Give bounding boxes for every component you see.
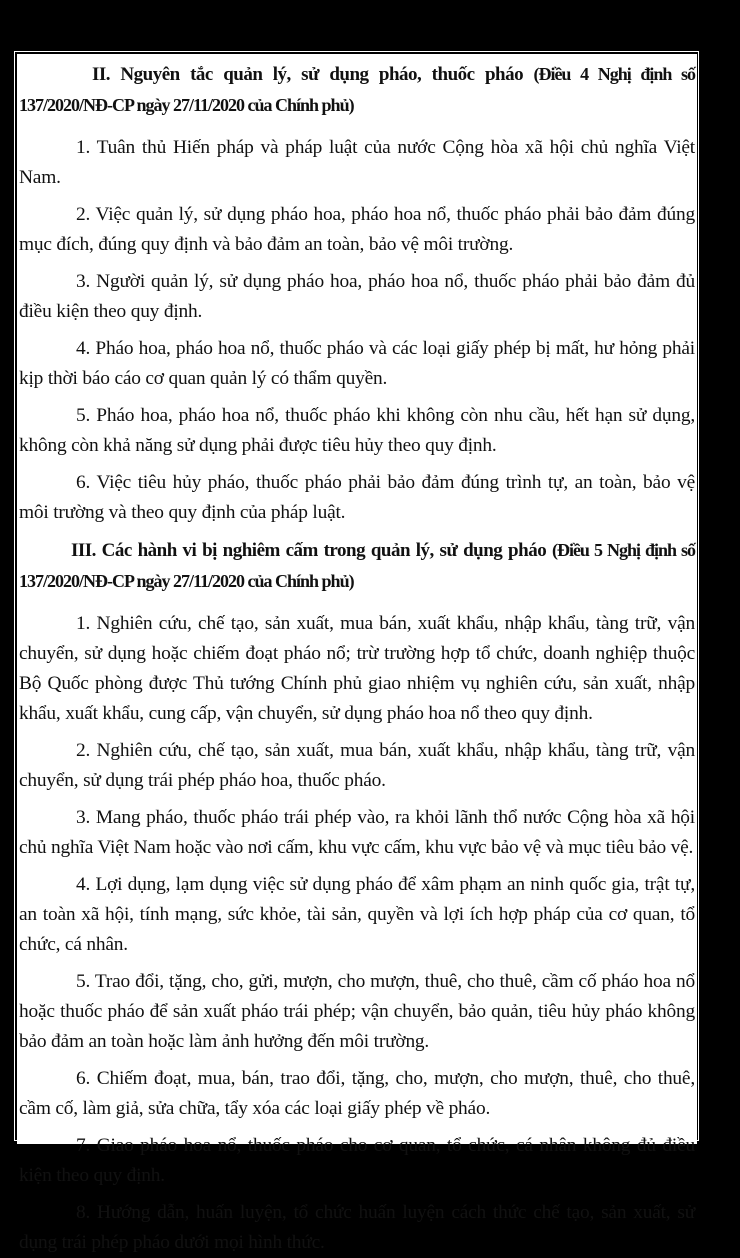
section-heading-reference: (Điều 4 Nghị định số 137/2020/NĐ-CP ngày 27/11/2020 của Chính phủ) [19, 64, 695, 115]
list-item: 5. Trao đổi, tặng, cho, gửi, mượn, cho mượn, thuê, cho thuê, cầm cố pháo hoa nổ hoặc thuốc pháo để sản xuất pháo trái phép; vận chuyển, bảo quản, tiêu hủy pháo không bảo đảm an toàn hoặc làm ảnh hưởng đến môi trường. [19, 971, 695, 1052]
list-item: 4. Pháo hoa, pháo hoa nổ, thuốc pháo và các loại giấy phép bị mất, hư hỏng phải kịp thời báo cáo cơ quan quản lý có thẩm quyền. [19, 338, 695, 389]
list-item: 1. Nghiên cứu, chế tạo, sản xuất, mua bán, xuất khẩu, nhập khẩu, tàng trữ, vận chuyển, sử dụng hoặc chiếm đoạt pháo nổ; trừ trường hợp tổ chức, doanh nghiệp thuộc Bộ Quốc phòng được Thủ tướng Chính phủ giao nhiệm vụ nghiên cứu, sản xuất, nhập khẩu, xuất khẩu, cung cấp, vận chuyển, sử dụng pháo hoa nổ theo quy định. [19, 613, 695, 724]
list-item: 6. Việc tiêu hủy pháo, thuốc pháo phải bảo đảm đúng trình tự, an toàn, bảo vệ môi trường và theo quy định của pháp luật. [19, 472, 695, 523]
document-page [17, 54, 697, 1253]
list-item: 2. Nghiên cứu, chế tạo, sản xuất, mua bán, xuất khẩu, nhập khẩu, tàng trữ, vận chuyển, sử dụng trái phép pháo hoa, thuốc pháo. [19, 740, 695, 791]
list-item: 6. Chiếm đoạt, mua, bán, trao đổi, tặng, cho, mượn, cho mượn, thuê, cho thuê, cầm cố, làm giả, sửa chữa, tẩy xóa các loại giấy phép về pháo. [19, 1068, 695, 1119]
list-item: 3. Mang pháo, thuốc pháo trái phép vào, ra khỏi lãnh thổ nước Cộng hòa xã hội chủ nghĩa Việt Nam hoặc vào nơi cấm, khu vực cấm, khu vực bảo vệ và mục tiêu bảo vệ. [19, 807, 695, 858]
list-item: 2. Việc quản lý, sử dụng pháo hoa, pháo hoa nổ, thuốc pháo phải bảo đảm đúng mục đích, đúng quy định và bảo đảm an toàn, bảo vệ môi trường. [19, 204, 695, 255]
list-item: 7. Giao pháo hoa nổ, thuốc pháo cho cơ quan, tổ chức, cá nhân không đủ điều kiện theo quy định. [19, 1135, 695, 1186]
list-item: 1. Tuân thủ Hiến pháp và pháp luật của nước Cộng hòa xã hội chủ nghĩa Việt Nam. [19, 137, 695, 188]
list-item: 8. Hướng dẫn, huấn luyện, tổ chức huấn luyện cách thức chế tạo, sản xuất, sử dụng trái phép pháo dưới mọi hình thức. [19, 1202, 695, 1253]
list-item: 5. Pháo hoa, pháo hoa nổ, thuốc pháo khi không còn nhu cầu, hết hạn sử dụng, không còn khả năng sử dụng phải được tiêu hủy theo quy định. [19, 405, 695, 456]
section-heading-ii [19, 59, 695, 121]
section-heading-title: III. Các hành vi bị nghiêm cấm trong quản lý, sử dụng pháo [71, 540, 552, 561]
section-heading-iii [19, 535, 695, 597]
list-item: 4. Lợi dụng, lạm dụng việc sử dụng pháo để xâm phạm an ninh quốc gia, trật tự, an toàn xã hội, tính mạng, sức khỏe, tài sản, quyền và lợi ích hợp pháp của cơ quan, tổ chức, cá nhân. [19, 874, 695, 955]
section-heading-title: II. Nguyên tắc quản lý, sử dụng pháo, thuốc pháo [92, 64, 534, 85]
section-heading-reference: (Điều 5 Nghị định số 137/2020/NĐ-CP ngày 27/11/2020 của Chính phủ) [19, 540, 695, 591]
list-item: 3. Người quản lý, sử dụng pháo hoa, pháo hoa nổ, thuốc pháo phải bảo đảm đủ điều kiện theo quy định. [19, 271, 695, 322]
